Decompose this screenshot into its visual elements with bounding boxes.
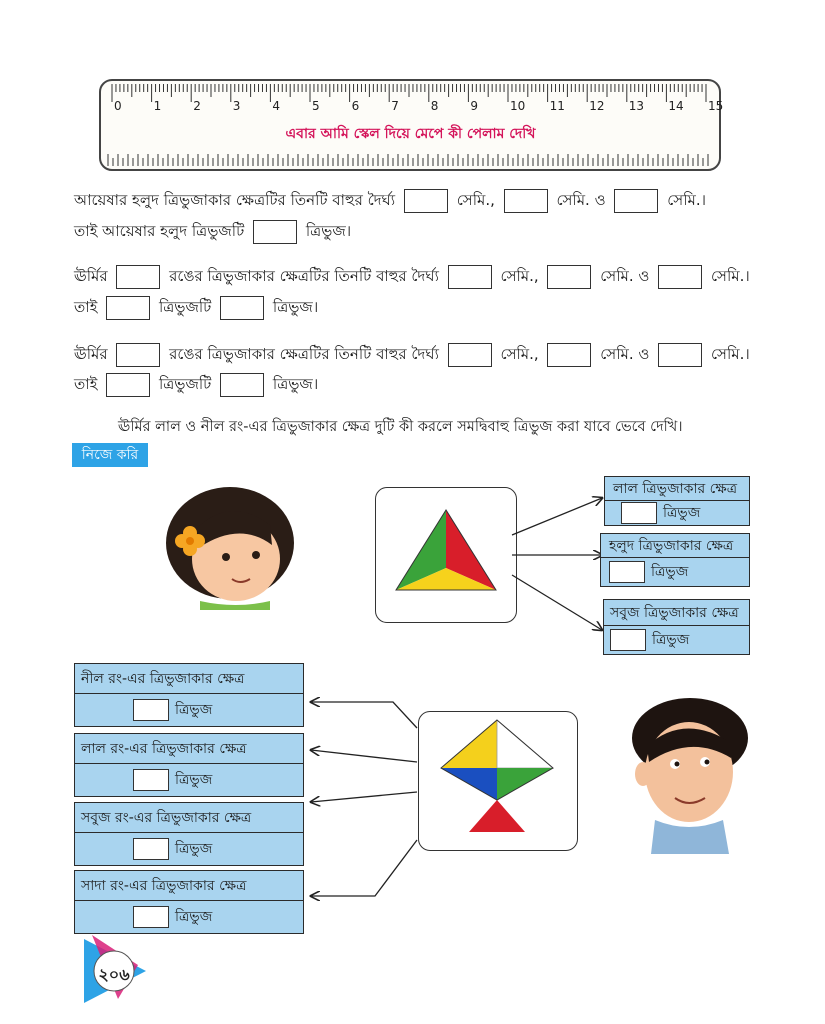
ruler-caption: এবার আমি স্কেল দিয়ে মেপে কী পেলাম দেখি bbox=[285, 126, 536, 142]
red2-answer-box[interactable] bbox=[133, 769, 169, 791]
right-label-red-answer bbox=[604, 500, 750, 526]
q3-text-b: রঙের ত্রিভুজাকার ক্ষেত্রটির তিনটি বাহুর দৈর্ঘ্য bbox=[169, 345, 439, 363]
q3-side3-box[interactable] bbox=[658, 343, 702, 367]
right-label-yellow-text: হলুদ ত্রিভুজাকার ক্ষেত্র bbox=[609, 538, 734, 554]
left-label-blue-title bbox=[74, 663, 304, 695]
left-label-blue-text: নীল রং-এর ত্রিভুজাকার ক্ষেত্র bbox=[81, 671, 245, 687]
ruler-number: 2 bbox=[193, 99, 201, 113]
ruler-number: 7 bbox=[391, 99, 399, 113]
q3-line2-a: তাই bbox=[74, 375, 98, 393]
ruler bbox=[98, 78, 723, 174]
right-label-red-suffix: ত্রিভুজ bbox=[663, 505, 701, 521]
blue-answer-box[interactable] bbox=[133, 699, 169, 721]
q2-line2 bbox=[74, 294, 318, 320]
left-label-blue-answer bbox=[74, 693, 304, 727]
white-answer-box[interactable] bbox=[133, 906, 169, 928]
q3-unit2: সেমি. ও bbox=[600, 345, 650, 363]
left-label-white-answer bbox=[74, 900, 304, 934]
left-label-green2-text: সবুজ রং-এর ত্রিভুজাকার ক্ষেত্র bbox=[81, 810, 252, 826]
q3-line1 bbox=[74, 341, 750, 367]
right-label-yellow-suffix: ত্রিভুজ bbox=[651, 564, 689, 580]
right-label-yellow-answer bbox=[600, 557, 750, 587]
arrows-right bbox=[510, 490, 610, 640]
right-label-green-text: সবুজ ত্রিভুজাকার ক্ষেত্র bbox=[610, 605, 739, 621]
left-label-white-suffix: ত্রিভুজ bbox=[175, 909, 213, 925]
q2-text-a: ঊর্মির bbox=[74, 267, 108, 285]
ruler-number: 6 bbox=[351, 99, 360, 113]
left-label-white-title bbox=[74, 870, 304, 902]
q2-color2-box[interactable] bbox=[106, 296, 150, 320]
left-label-green2-suffix: ত্রিভুজ bbox=[175, 841, 213, 857]
ruler-number: 13 bbox=[628, 99, 645, 113]
ruler-number: 1 bbox=[153, 99, 162, 113]
ruler-number: 11 bbox=[549, 99, 565, 113]
left-label-red-answer bbox=[74, 763, 304, 797]
ruler-number: 10 bbox=[510, 99, 526, 113]
left-label-red2-suffix: ত্রিভুজ bbox=[175, 772, 213, 788]
green2-answer-box[interactable] bbox=[133, 838, 169, 860]
boy-illustration bbox=[625, 694, 755, 854]
right-label-green-title bbox=[603, 599, 750, 627]
q3-line2-c: ত্রিভুজ। bbox=[272, 375, 319, 393]
kite-figure bbox=[418, 711, 578, 851]
q2-type-box[interactable] bbox=[220, 296, 264, 320]
q3-text-a: ঊর্মির bbox=[74, 345, 108, 363]
q2-side2-box[interactable] bbox=[547, 265, 591, 289]
q2-color-box[interactable] bbox=[116, 265, 160, 289]
q1-text: আয়েষার হলুদ ত্রিভুজাকার ক্ষেত্রটির তিনটি বাহুর দৈর্ঘ্য bbox=[74, 191, 396, 209]
q3-side1-box[interactable] bbox=[448, 343, 492, 367]
right-label-green-answer bbox=[603, 625, 750, 655]
left-label-red-title bbox=[74, 733, 304, 765]
nije-kori-badge: নিজে করি bbox=[72, 443, 148, 467]
ruler-number: 0 bbox=[114, 99, 122, 113]
q2-unit2: সেমি. ও bbox=[600, 267, 650, 285]
ruler-number: 4 bbox=[272, 99, 281, 113]
q2-line1 bbox=[74, 263, 750, 289]
left-label-green-answer bbox=[74, 832, 304, 866]
q1-unit1: সেমি., bbox=[456, 191, 495, 209]
q3-side2-box[interactable] bbox=[547, 343, 591, 367]
ruler-number: 9 bbox=[470, 99, 479, 113]
q1-side2-box[interactable] bbox=[504, 189, 548, 213]
left-label-green-title bbox=[74, 802, 304, 834]
q2-unit1: সেমি., bbox=[500, 267, 539, 285]
q3-color2-box[interactable] bbox=[106, 373, 150, 397]
ruler-number: 8 bbox=[430, 99, 439, 113]
q2-side3-box[interactable] bbox=[658, 265, 702, 289]
q1-unit2: সেমি. ও bbox=[556, 191, 606, 209]
q2-text-b: রঙের ত্রিভুজাকার ক্ষেত্রটির তিনটি বাহুর দৈর্ঘ্য bbox=[169, 267, 439, 285]
q1-line2 bbox=[74, 218, 351, 244]
q2-line2-c: ত্রিভুজ। bbox=[272, 298, 319, 316]
q3-color-box[interactable] bbox=[116, 343, 160, 367]
q1-line2-suffix: ত্রিভুজ। bbox=[305, 222, 352, 240]
left-label-red2-text: লাল রং-এর ত্রিভুজাকার ক্ষেত্র bbox=[81, 741, 247, 757]
right-label-green-suffix: ত্রিভুজ bbox=[652, 632, 690, 648]
right-label-yellow-title bbox=[600, 533, 750, 559]
yellow-answer-box[interactable] bbox=[609, 561, 645, 583]
left-label-white-text: সাদা রং-এর ত্রিভুজাকার ক্ষেত্র bbox=[81, 878, 247, 894]
q1-type-box[interactable] bbox=[253, 220, 297, 244]
q1-line1 bbox=[74, 187, 706, 213]
ruler-number: 15 bbox=[708, 99, 723, 113]
ruler-number: 5 bbox=[312, 99, 320, 113]
isosceles-prompt: ঊর্মির লাল ও নীল রং-এর ত্রিভুজাকার ক্ষেত্র দুটি কী করলে সমদ্বিবাহু ত্রিভুজ করা যাবে ভেবে দেখি। bbox=[118, 419, 683, 435]
q2-line2-a: তাই bbox=[74, 298, 98, 316]
right-label-red-title bbox=[604, 476, 750, 502]
green-answer-box[interactable] bbox=[610, 629, 646, 651]
q2-unit3: সেমি.। bbox=[710, 267, 750, 285]
q1-side1-box[interactable] bbox=[404, 189, 448, 213]
q2-side1-box[interactable] bbox=[448, 265, 492, 289]
q3-type-box[interactable] bbox=[220, 373, 264, 397]
q1-line2-text: তাই আয়েষার হলুদ ত্রিভুজটি bbox=[74, 222, 245, 240]
q1-side3-box[interactable] bbox=[614, 189, 658, 213]
arrows-left bbox=[305, 690, 425, 930]
q2-line2-b: ত্রিভুজটি bbox=[158, 298, 212, 316]
right-label-red-text: লাল ত্রিভুজাকার ক্ষেত্র bbox=[613, 481, 737, 497]
q3-line2 bbox=[74, 371, 318, 397]
red-answer-box[interactable] bbox=[621, 502, 657, 524]
ruler-number: 3 bbox=[232, 99, 241, 113]
triangle-figure bbox=[375, 487, 517, 623]
ruler-number: 12 bbox=[589, 99, 605, 113]
page-number: ২০৬ bbox=[98, 965, 130, 984]
left-label-blue-suffix: ত্রিভুজ bbox=[175, 702, 213, 718]
q3-unit1: সেমি., bbox=[500, 345, 539, 363]
q3-line2-b: ত্রিভুজটি bbox=[158, 375, 212, 393]
q1-unit3: সেমি.। bbox=[667, 191, 706, 209]
girl-illustration bbox=[160, 485, 300, 610]
ruler-number: 14 bbox=[668, 99, 684, 113]
q3-unit3: সেমি.। bbox=[710, 345, 750, 363]
